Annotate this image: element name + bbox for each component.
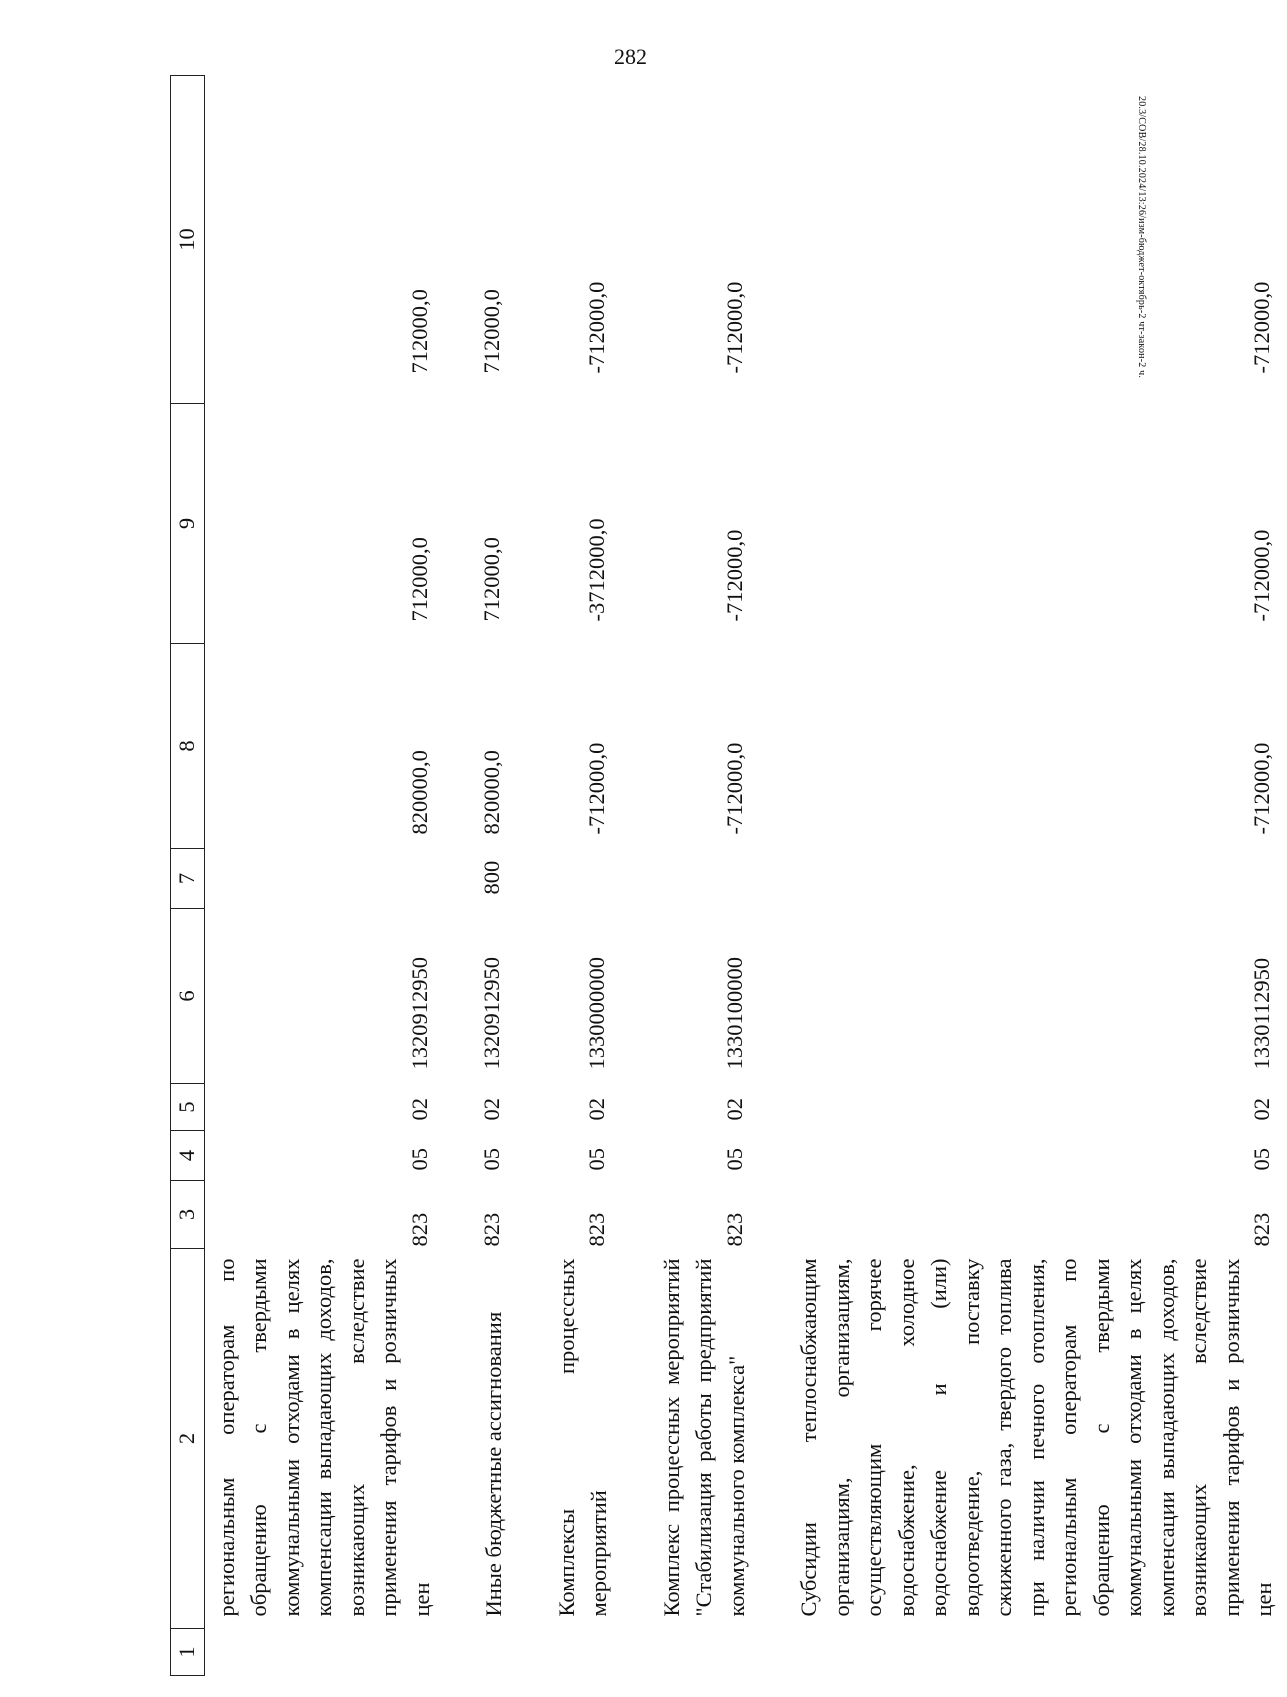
table-row: [472, 76, 517, 1676]
cell-admin-code: 823: [721, 1212, 747, 1247]
header-col-8: 8: [171, 644, 205, 849]
cell-amount-col9: -3712000,0: [584, 518, 609, 622]
table-row: [204, 76, 444, 1676]
cell-admin-code: 823: [1249, 1212, 1274, 1247]
cell-target-article: 1330100000: [721, 957, 747, 1070]
row-description: Иные бюджетные ассигнования: [481, 1311, 506, 1617]
footer-document-code: 20.3/СОВ/28.10.2024/13:26/изм-бюджет-октябрь-2 чт-закон-2 ч.: [1136, 96, 1147, 379]
page-number: 282: [614, 44, 647, 69]
cell-admin-code: 823: [479, 1212, 504, 1247]
cell-subsection: 02: [584, 1098, 609, 1121]
cell-subsection: 02: [1249, 1098, 1274, 1121]
cell-amount-col10: 712000,0: [406, 289, 432, 374]
cell-section: 05: [721, 1148, 747, 1171]
table-row: [545, 76, 622, 1676]
row-description: региональным операторам по обращению с твердыми коммунальными отходами в целях компенсации выпадающих доходов, возникающих вследствие применения тарифов и розничных цен: [213, 1258, 434, 1617]
cell-target-article: 1330112950: [1249, 957, 1274, 1070]
row-description: Комплексы процессных мероприятий: [553, 1258, 611, 1617]
cell-amount-col9: 712000,0: [406, 537, 432, 622]
header-col-3: 3: [171, 1181, 205, 1249]
cell-target-article: 1330000000: [584, 957, 609, 1070]
cell-amount-col8: -712000,0: [721, 742, 747, 835]
cell-subsection: 02: [721, 1098, 747, 1121]
cell-section: 05: [1249, 1148, 1274, 1171]
cell-amount-col9: -712000,0: [1249, 529, 1274, 622]
cell-amount-col10: -712000,0: [721, 281, 747, 374]
header-col-10: 10: [171, 76, 205, 404]
cell-target-article: 1320912950: [479, 957, 504, 1070]
header-col-9: 9: [171, 404, 205, 644]
cell-target-article: 1320912950: [406, 957, 432, 1070]
cell-section: 05: [584, 1148, 609, 1171]
cell-amount-col10: -712000,0: [1249, 281, 1274, 374]
cell-amount-col8: 820000,0: [479, 750, 504, 835]
table-header-row: [171, 76, 205, 1676]
header-col-2: 2: [171, 1249, 205, 1629]
cell-amount-col8: 820000,0: [406, 750, 432, 835]
header-col-6: 6: [171, 909, 205, 1084]
row-description: Субсидии теплоснабжающим организациям, организациям, осуществляющим горячее водоснабжение, холодное водоснабжение и (или) водоотведение, поставку сжиженного газа, твердого топлива при наличии печного отопления, региональным операторам по обращению с твердыми коммунальными отходами в целях компенсации выпадающих доходов, возникающих вследствие применения тарифов и розничных цен: [796, 1258, 1276, 1617]
cell-expense-type: [545, 849, 622, 909]
cell-amount-col9: -712000,0: [721, 529, 747, 622]
cell-amount-col8: -712000,0: [584, 742, 609, 835]
cell-expense-type: 800: [479, 860, 504, 895]
cell-subsection: 02: [406, 1098, 432, 1121]
cell-section: 05: [479, 1148, 504, 1171]
cell-amount-col10: 712000,0: [479, 289, 504, 374]
budget-table: [170, 75, 1287, 1676]
cell-amount-col9: 712000,0: [479, 537, 504, 622]
table-row: [650, 76, 760, 1676]
cell-amount-col10: -712000,0: [584, 281, 609, 374]
row-description: Комплекс процессных мероприятий "Стабилизация работы предприятий коммунального комплекса": [658, 1258, 749, 1617]
cell-expense-type: [650, 849, 760, 909]
cell-amount-col8: -712000,0: [1249, 742, 1274, 835]
header-col-4: 4: [171, 1131, 205, 1181]
header-col-1: 1: [171, 1629, 205, 1676]
cell-section: 05: [406, 1148, 432, 1171]
header-col-5: 5: [171, 1084, 205, 1131]
cell-admin-code: 823: [406, 1212, 432, 1247]
cell-subsection: 02: [479, 1098, 504, 1121]
cell-admin-code: 823: [584, 1212, 609, 1247]
header-col-7: 7: [171, 849, 205, 909]
cell-expense-type: [787, 849, 1287, 909]
table-row: [787, 76, 1287, 1676]
cell-expense-type: [204, 849, 444, 909]
